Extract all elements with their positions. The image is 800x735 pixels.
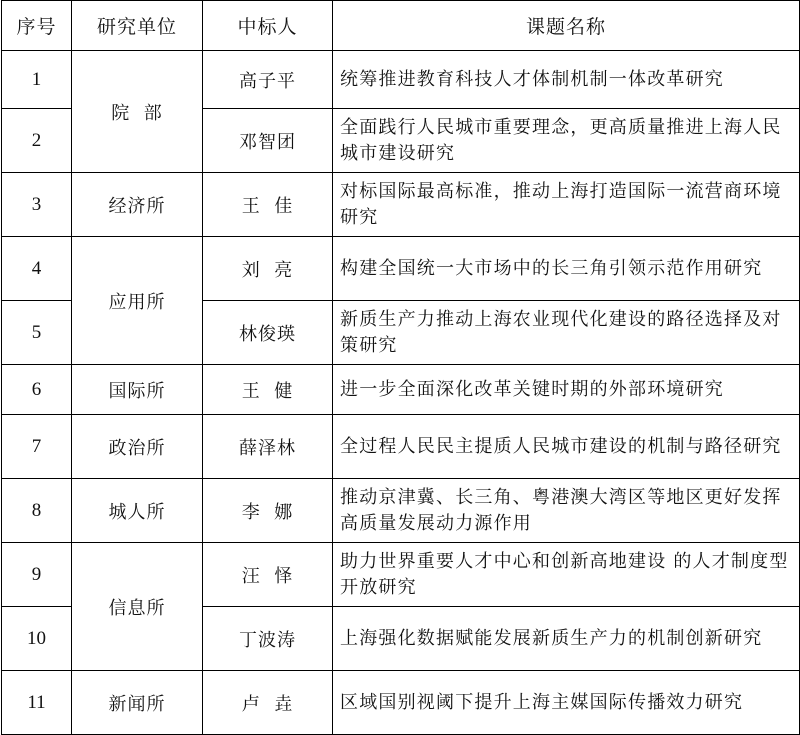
- research-unit: 国际所: [72, 365, 203, 415]
- topic-title: 推动京津冀、长三角、粤港澳大湾区等地区更好发挥高质量发展动力源作用: [333, 479, 800, 543]
- row-number: 4: [2, 237, 72, 301]
- row-number: 3: [2, 173, 72, 237]
- row-number: 7: [2, 415, 72, 479]
- topic-title: 上海强化数据赋能发展新质生产力的机制创新研究: [333, 607, 800, 671]
- winner-name: 丁波涛: [203, 607, 333, 671]
- table-row: [2, 51, 800, 109]
- table-row: [2, 237, 800, 301]
- winner-name: 卢 垚: [203, 671, 333, 735]
- table-row: [2, 543, 800, 607]
- winner-name: 李 娜: [203, 479, 333, 543]
- row-number: 9: [2, 543, 72, 607]
- winner-name: 高子平: [203, 51, 333, 109]
- header-topic: 课题名称: [333, 1, 800, 51]
- table-row: [2, 671, 800, 735]
- topic-title: 统筹推进教育科技人才体制机制一体改革研究: [333, 51, 800, 109]
- research-unit: 院 部: [72, 51, 203, 173]
- table-row: [2, 365, 800, 415]
- table-row: [2, 173, 800, 237]
- research-unit: 政治所: [72, 415, 203, 479]
- winner-name: 刘 亮: [203, 237, 333, 301]
- row-number: 8: [2, 479, 72, 543]
- topic-title: 助力世界重要人才中心和创新高地建设 的人才制度型开放研究: [333, 543, 800, 607]
- research-unit: 信息所: [72, 543, 203, 671]
- row-number: 1: [2, 51, 72, 109]
- research-unit: 应用所: [72, 237, 203, 365]
- topic-title: 构建全国统一大市场中的长三角引领示范作用研究: [333, 237, 800, 301]
- row-number: 5: [2, 301, 72, 365]
- row-number: 10: [2, 607, 72, 671]
- topic-title: 区域国别视阈下提升上海主媒国际传播效力研究: [333, 671, 800, 735]
- header-row: [2, 1, 800, 51]
- topic-title: 对标国际最高标准，推动上海打造国际一流营商环境研究: [333, 173, 800, 237]
- winner-name: 邓智团: [203, 109, 333, 173]
- winner-name: 汪 怿: [203, 543, 333, 607]
- research-unit: 城人所: [72, 479, 203, 543]
- row-number: 6: [2, 365, 72, 415]
- topic-title: 新质生产力推动上海农业现代化建设的路径选择及对策研究: [333, 301, 800, 365]
- topic-title: 全过程人民民主提质人民城市建设的机制与路径研究: [333, 415, 800, 479]
- project-award-table: [1, 0, 800, 735]
- table-row: [2, 415, 800, 479]
- winner-name: 王 佳: [203, 173, 333, 237]
- topic-title: 进一步全面深化改革关键时期的外部环境研究: [333, 365, 800, 415]
- header-index: 序号: [2, 1, 72, 51]
- winner-name: 王 健: [203, 365, 333, 415]
- research-unit: 经济所: [72, 173, 203, 237]
- topic-title: 全面践行人民城市重要理念，更高质量推进上海人民城市建设研究: [333, 109, 800, 173]
- winner-name: 林俊瑛: [203, 301, 333, 365]
- row-number: 11: [2, 671, 72, 735]
- header-winner: 中标人: [203, 1, 333, 51]
- winner-name: 薛泽林: [203, 415, 333, 479]
- research-unit: 新闻所: [72, 671, 203, 735]
- table-row: [2, 479, 800, 543]
- row-number: 2: [2, 109, 72, 173]
- header-research-unit: 研究单位: [72, 1, 203, 51]
